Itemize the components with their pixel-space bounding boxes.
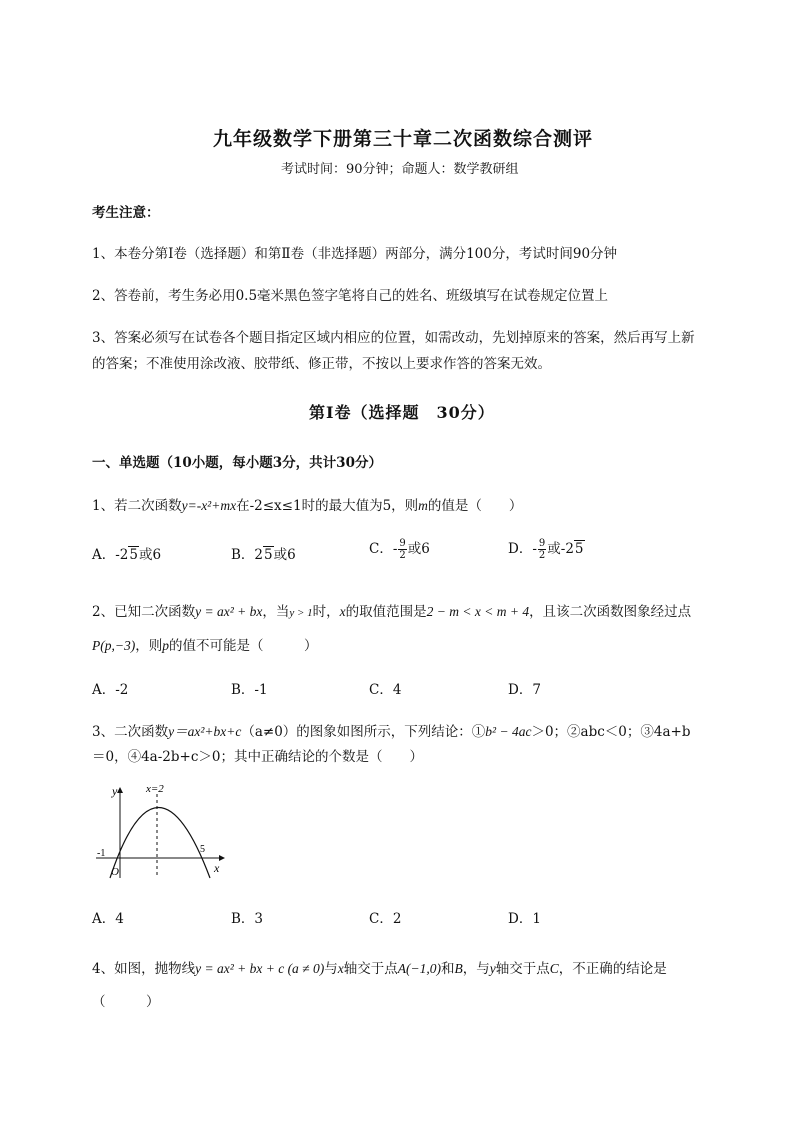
question-3-cont: ＝0，④4a-2b+c＞0；其中正确结论的个数是（ ）	[92, 749, 423, 765]
q2-option-c[interactable]: C．4	[369, 682, 402, 698]
question-3: 3、二次函数y＝ax²+bx+c（a≠0）的图象如图所示，下列结论：①b² − 4ac＞0；②abc＜0；③4a+b	[92, 724, 691, 740]
exam-subtitle: 考试时间：90分钟；命题人：数学教研组	[281, 162, 519, 177]
q3-option-b[interactable]: B．3	[231, 911, 264, 927]
question-2: 2、已知二次函数y = ax² + bx，当y > 1时，x的取值范围是2 − m < x < m + 4，且该二次函数图象经过点	[92, 604, 692, 620]
right-root-label: 5	[200, 844, 205, 855]
q1-option-c[interactable]: C．- $\frac{9}{2}$ 或6	[369, 538, 430, 561]
notice-item-1: 1、本卷分第Ⅰ卷（选择题）和第Ⅱ卷（非选择题）两部分，满分100分，考试时间90分钟	[92, 246, 618, 262]
part-heading: 一、单选题（10小题，每小题3分，共计30分）	[92, 455, 382, 471]
q3-option-c[interactable]: C．2	[369, 911, 402, 927]
q1-option-a[interactable]: A．-25或6	[92, 547, 162, 563]
page-title: 九年级数学下册第三十章二次函数综合测评	[213, 128, 594, 150]
q2-option-a[interactable]: A．-2	[92, 682, 129, 698]
left-root-label: -1	[97, 848, 106, 859]
q3-option-a[interactable]: A．4	[92, 911, 124, 927]
y-axis-label: y	[112, 784, 118, 798]
q2-option-d[interactable]: D．7	[508, 682, 541, 698]
q1-option-d[interactable]: D．- $\frac{9}{2}$ 或-25	[508, 538, 584, 561]
symmetry-label: x=2	[146, 783, 164, 795]
notice-heading: 考生注意：	[92, 205, 160, 221]
origin-label: O	[111, 866, 119, 878]
parabola-curve	[110, 808, 210, 879]
q3-option-d[interactable]: D．1	[508, 911, 541, 927]
x-axis-label: x	[214, 861, 220, 875]
notice-item-3: 3、答案必须写在试卷各个题目指定区域内相应的位置，如需改动，先划掉原来的答案，然后再写上新	[92, 330, 695, 346]
notice-item-2: 2、答卷前，考生务必用0.5毫米黑色签字笔将自己的姓名、班级填写在试卷规定位置上	[92, 288, 609, 304]
q2-option-b[interactable]: B．-1	[231, 682, 268, 698]
parabola-graph	[92, 780, 242, 880]
question-1: 1、若二次函数y=-x²+mx在-2≤x≤1时的最大值为5，则m的值是（ ）	[92, 498, 523, 514]
question-2-cont: P(p,−3)，则p的值不可能是（ ）	[92, 638, 318, 654]
question-4: 4、如图，抛物线y = ax² + bx + c (a ≠ 0)与x轴交于点A(−1,0)和B，与y轴交于点C，不正确的结论是	[92, 961, 667, 977]
q1-option-b[interactable]: B．25或6	[231, 547, 296, 563]
notice-item-3-cont: 的答案；不准使用涂改液、胶带纸、修正带，不按以上要求作答的答案无效。	[92, 356, 551, 372]
question-4-cont: （ ）	[92, 994, 160, 1010]
section-title: 第Ⅰ卷（选择题 30分）	[309, 403, 495, 422]
